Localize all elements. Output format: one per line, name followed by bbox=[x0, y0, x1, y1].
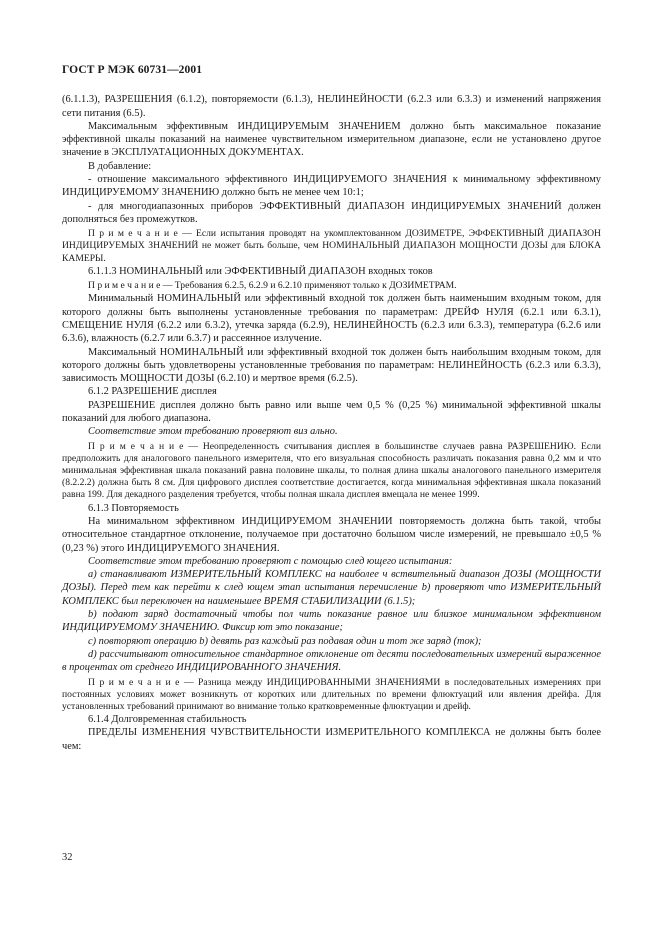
note-paragraph: П р и м е ч а н и е — Неопределенность считывания дисплея в большинстве случаев равна РАЗРЕШЕНИЮ. Если предположить для аналогового панельного измерителя, что его визуальная способность различать показания равна 0,2 мм и что минимальная эффективная шкала показаний равна половине шкалы, то полная длина шкалы аналогового панельного измерителя (8.2.2.2) должна быть 8 см. Для цифрового дисплея соответствие достигается, когда минимальная эффективная шкала показаний равна 199. Для декадного разделения требуется, чтобы полная шкала дисплея вмещала не менее 1999. bbox=[62, 440, 601, 501]
note-paragraph: П р и м е ч а н и е — Если испытания проводят на укомплектованном ДОЗИМЕТРЕ, ЭФФЕКТИВНЫЙ ДИАПАЗОН ИНДИЦИРУЕМЫХ ЗНАЧЕНИЙ не может быть больше, чем НОМИНАЛЬНЫЙ ДИАПАЗОН МОЩНОСТИ ДОЗЫ для БЛОКА КАМЕРЫ. bbox=[62, 228, 601, 264]
paragraph: 6.1.2 РАЗРЕШЕНИЕ дисплея bbox=[88, 386, 217, 398]
paragraph: - для многодиапазонных приборов ЭФФЕКТИВНЫЙ ДИАПАЗОН ИНДИЦИРУЕМЫХ ЗНАЧЕНИЙ должен дополняться без промежутков. bbox=[62, 200, 601, 225]
paragraph: b) подают заряд достаточный чтобы пол чить показание равное или близкое минимальном эффективном ИНДИЦИРУЕМОМУ ЗНАЧЕНИЮ. Фиксир ют это показание; bbox=[62, 609, 601, 634]
paragraph: 6.1.1.3 НОМИНАЛЬНЫЙ или ЭФФЕКТИВНЫЙ ДИАПАЗОН входных токов bbox=[88, 265, 433, 277]
paragraph: 6.1.4 Долговременная стабильность bbox=[88, 714, 247, 726]
paragraph: Соответствие этом требованию проверяют с помощью след ющего испытания: bbox=[88, 555, 453, 567]
paragraph: d) рассчитывают относительное стандартное отклонение от десяти последовательных измерений выраженное в процентах от среднего ИНДИЦИРОВАННОГО ЗНАЧЕНИЯ. bbox=[62, 648, 601, 674]
paragraph: 6.1.3 Повторяемость bbox=[88, 502, 179, 514]
page-number: 32 bbox=[62, 852, 73, 863]
paragraph: (6.1.1.3), РАЗРЕШЕНИЯ (6.1.2), повторяемости (6.1.3), НЕЛИНЕЙНОСТИ (6.2.3 или 6.3.3) и изменений напряжения сети питания (6.5). bbox=[62, 94, 601, 119]
paragraph: а) станавливают ИЗМЕРИТЕЛЬНЫЙ КОМПЛЕКС на наиболее ч вствительный диапазон ДОЗЫ (МОЩНОСТИ ДОЗЫ). Перед тем как перейти к след ющем этап испытания перечисление b) проверяют что ИЗМЕРИТЕЛЬНЫЙ КОМПЛЕКС был переключен на наименьшее ВРЕМЯ СТАБИЛИЗАЦИИ (6.1.5); bbox=[62, 569, 601, 607]
paragraph: ПРЕДЕЛЫ ИЗМЕНЕНИЯ ЧУВСТВИТЕЛЬНОСТИ ИЗМЕРИТЕЛЬНОГО КОМПЛЕКСА не должны быть более чем: bbox=[62, 727, 601, 752]
paragraph: Соответствие этом требованию проверяют виз ально. bbox=[88, 426, 338, 438]
paragraph: На минимальном эффективном ИНДИЦИРУЕМОМ ЗНАЧЕНИИ повторяемость должна быть такой, чтобы относительное стандартное отклонение, получаемое при достаточно большом числе измерений, не превышало ±0,5 % (0,23 %) этого ИНДИЦИРУЕМОГО ЗНАЧЕНИЯ. bbox=[62, 515, 601, 554]
paragraph: - отношение максимального эффективного ИНДИЦИРУЕМОГО ЗНАЧЕНИЯ к минимальному эффективному ИНДИЦИРУЕМОМУ ЗНАЧЕНИЮ должно быть не менее чем 10:1; bbox=[62, 174, 601, 199]
paragraph: В добавление: bbox=[88, 160, 152, 172]
paragraph: РАЗРЕШЕНИЕ дисплея должно быть равно или выше чем 0,5 % (0,25 %) минимальной эффективной шкалы показаний для любого диапазона. bbox=[62, 399, 601, 425]
paragraph: Максимальным эффективным ИНДИЦИРУЕМЫМ ЗНАЧЕНИЕМ должно быть максимальное показание эффективной шкалы показаний на наименее чувствительном измерительном диапазоне, если не установлено другое значение в ЭКСПЛУАТАЦИОННЫХ ДОКУМЕНТАХ. bbox=[62, 120, 601, 159]
note-paragraph: П р и м е ч а н и е — Разница между ИНДИЦИРОВАННЫМИ ЗНАЧЕНИЯМИ в последовательных измерениях при постоянных условиях может возникнуть от коротких или длительных по времени флюктуаций или явления дрейфа. Для установленных требований принимают во внимание только кратковременные флюктуации и дрейф. bbox=[62, 676, 601, 712]
note-paragraph: П р и м е ч а н и е — Требования 6.2.5, 6.2.9 и 6.2.10 применяют только к ДОЗИМЕТРАМ. bbox=[88, 280, 457, 292]
page-header: ГОСТ Р МЭК 60731—2001 bbox=[62, 64, 203, 76]
paragraph: Максимальный НОМИНАЛЬНЫЙ или эффективный входной ток должен быть наибольшим входным током, для которого должны быть удовлетворены установленные требования по параметрам: НЕЛИНЕЙНОСТЬ (6.2.3 или 6.3.3), зависимость МОЩНОСТИ ДОЗЫ (6.2.10) и мертвое время (6.2.5). bbox=[62, 346, 601, 385]
paragraph: Минимальный НОМИНАЛЬНЫЙ или эффективный входной ток должен быть наименьшим входным током, для которого должны быть выполнены установленные требования по параметрам: ДРЕЙФ НУЛЯ (6.2.1 или 6.3.1), СМЕЩЕНИЕ НУЛЯ (6.2.2 или 6.3.2), утечка заряда (6.2.9), НЕЛИНЕЙНОСТЬ (6.2.3 или 6.3.3), температура (6.2.6 или 6.3.6), влажность (6.2.7 или 6.3.7) и рассеянное излучение. bbox=[62, 293, 601, 345]
paragraph: c) повторяют операцию b) девять раз каждый раз подавая один и тот же заряд (ток); bbox=[88, 635, 482, 647]
page-content bbox=[62, 93, 601, 753]
